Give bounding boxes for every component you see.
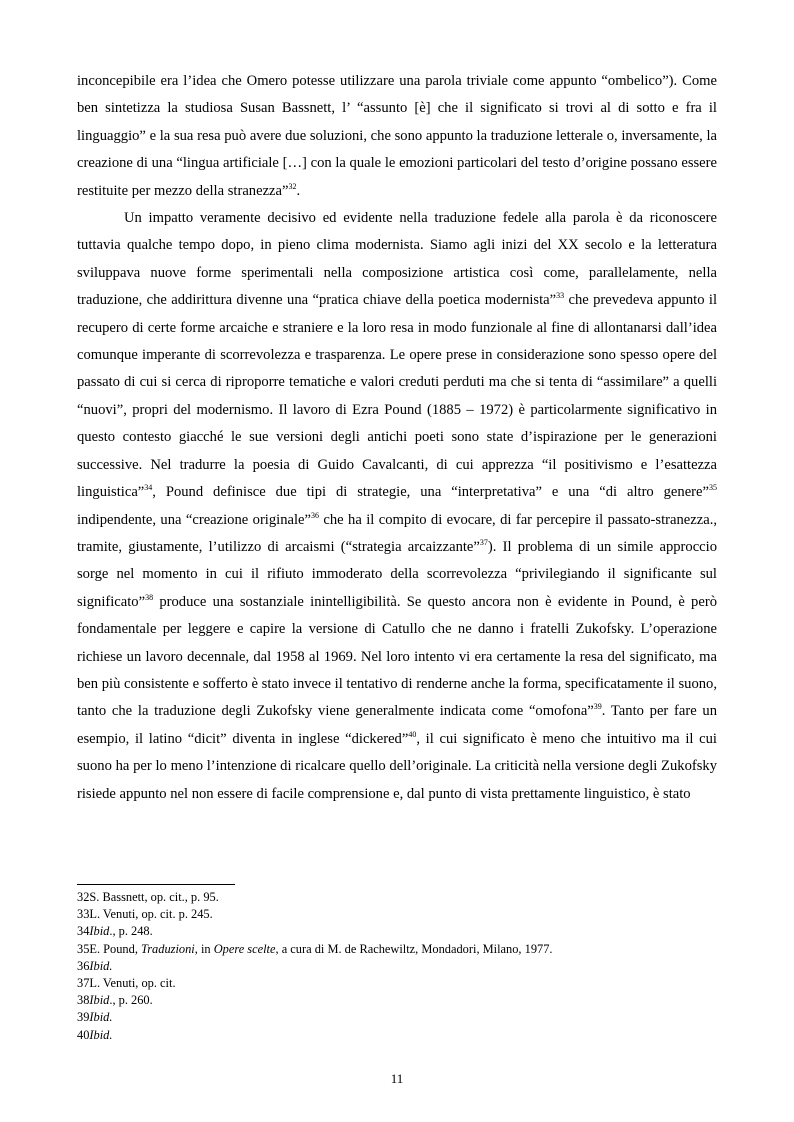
text-run: , il cui significato è meno che intuitivo ma il cui suono ha per lo meno l’intenzione di ricalcare quello dell’originale. La criticità nella versione degli Zukofsky risiede appunto nel non essere di facile comprensione e, dal punto di vista prettamente linguistico, è stato <box>77 730 717 802</box>
text-run: ). Il problema di un simile approccio sorge nel momento in cui il rifiuto immoderato della scorrevolezza “privilegiando il significante sul significato” <box>77 538 717 610</box>
body-text <box>77 68 717 808</box>
text-run: . <box>296 182 301 199</box>
text-run: 35E. Pound, <box>77 941 142 956</box>
footnote-reference: 33 <box>556 291 565 301</box>
italic-title: Ibid <box>89 993 110 1008</box>
footnote-reference: 34 <box>144 483 153 493</box>
text-run: 40 <box>77 1027 90 1042</box>
footnote-item <box>77 923 717 940</box>
text-run: produce una sostanziale inintelligibilità. Se questo ancora non è evidente in Pound, è però fondamentale per leggere e capire la versione di Catullo che ne danno i fratelli Zukofsky. L’operazione richiese un lavoro decennale, dal 1958 al 1969. Nel loro intento vi era certamente la resa del significato, ma ben più consistente e sofferto è stato invece il tentativo di renderne anche la forma, specificatamente il suono, tanto che la traduzione degli Zukofsky viene generalmente indicata come “omofona” <box>77 593 717 720</box>
italic-title: Opere scelte <box>213 941 276 956</box>
text-run: che ha il compito di evocare, di far percepire il passato-stranezza., tramite, giustamente, l’utilizzo di arcaismi (“strategia arcaizzante” <box>77 511 717 555</box>
body-paragraph <box>77 68 717 205</box>
text-run: 34 <box>77 924 90 939</box>
text-run: ., p. 248. <box>109 924 153 939</box>
footnote-item <box>77 941 717 958</box>
footnotes-list <box>77 889 717 1044</box>
text-run: 37L. Venuti, op. cit. <box>77 976 176 991</box>
footnote-reference: 40 <box>408 729 417 739</box>
text-run: , in <box>194 941 214 956</box>
footnote-item <box>77 1009 717 1026</box>
footnote-item <box>77 992 717 1009</box>
text-run: ., p. 260. <box>109 993 153 1008</box>
italic-title: Ibid. <box>89 958 113 973</box>
text-run: , Pound definisce due tipi di strategie, una “interpretativa” e una “di altro genere” <box>152 484 709 501</box>
text-run: 39 <box>77 1010 90 1025</box>
footnote-item <box>77 889 717 906</box>
footnote-reference: 39 <box>593 702 602 712</box>
footnote-reference: 35 <box>709 483 717 493</box>
italic-title: Ibid. <box>89 1010 113 1025</box>
footnote-reference: 36 <box>311 510 319 520</box>
text-run: 36 <box>77 958 90 973</box>
footnote-reference: 38 <box>145 592 154 602</box>
text-run: indipendente, una “creazione originale” <box>77 511 311 528</box>
footnote-reference: 37 <box>479 537 488 547</box>
footnote-item <box>77 1027 717 1044</box>
italic-title: Traduzioni <box>141 941 195 956</box>
text-run: 38 <box>77 993 90 1008</box>
footnote-reference: 32 <box>288 181 297 191</box>
footnote-item <box>77 958 717 975</box>
text-run: , a cura di M. de Rachewiltz, Mondadori, Milano, 1977. <box>275 941 553 956</box>
text-run: che prevedeva appunto il recupero di certe forme arcaiche e straniere e la loro resa in modo funzionale al fine di allontanarsi dall’idea comunque imperante di scorrevolezza e trasparenza. Le opere prese in considerazione sono spesso opere del passato di cui si cerca di riproporre tematiche e valori creduti perduti ma che si tenta di “assimilare” a quelli “nuovi”, propri del modernismo. Il lavoro di Ezra Pound (1885 – 1972) è particolarmente significativo in questo contesto giacché le sue versioni degli antichi poeti sono state d’ispirazione per le generazioni successive. Nel tradurre la poesia di Guido Cavalcanti, di cui apprezza “il positivismo e l’esattezza linguistica” <box>77 292 717 501</box>
text-run: . Tanto per fare un esempio, il latino “dicit” diventa in inglese “dickered” <box>77 703 717 747</box>
footnote-item <box>77 906 717 923</box>
italic-title: Ibid. <box>89 1027 113 1042</box>
text-run: Un impatto veramente decisivo ed evidente nella traduzione fedele alla parola è da riconoscere tuttavia qualche tempo dopo, in pieno clima modernista. Siamo agli inizi del XX secolo e la letteratura sviluppava nuove forme sperimentali nella composizione artistica così come, parallelamente, nella traduzione, che addirittura divenne una “pratica chiave della poetica modernista” <box>77 210 717 309</box>
footnote-separator <box>77 884 235 885</box>
italic-title: Ibid <box>89 924 110 939</box>
body-paragraph <box>77 205 717 808</box>
footnote-item <box>77 975 717 992</box>
text-run: inconcepibile era l’idea che Omero potesse utilizzare una parola triviale come appunto “ombelico”). Come ben sintetizza la studiosa Susan Bassnett, l’ “assunto [è] che il significato si trovi al di sotto e fra il linguaggio” e la sua resa può avere due soluzioni, che sono appunto la traduzione letterale o, inversamente, la creazione di una “lingua artificiale […] con la quale le emozioni particolari del testo d’origine possano essere restituite per mezzo della stranezza” <box>77 73 717 199</box>
text-run: 32S. Bassnett, op. cit., p. 95. <box>77 890 219 904</box>
page-number: 11 <box>390 1071 404 1086</box>
text-run: 33L. Venuti, op. cit. p. 245. <box>77 907 213 922</box>
